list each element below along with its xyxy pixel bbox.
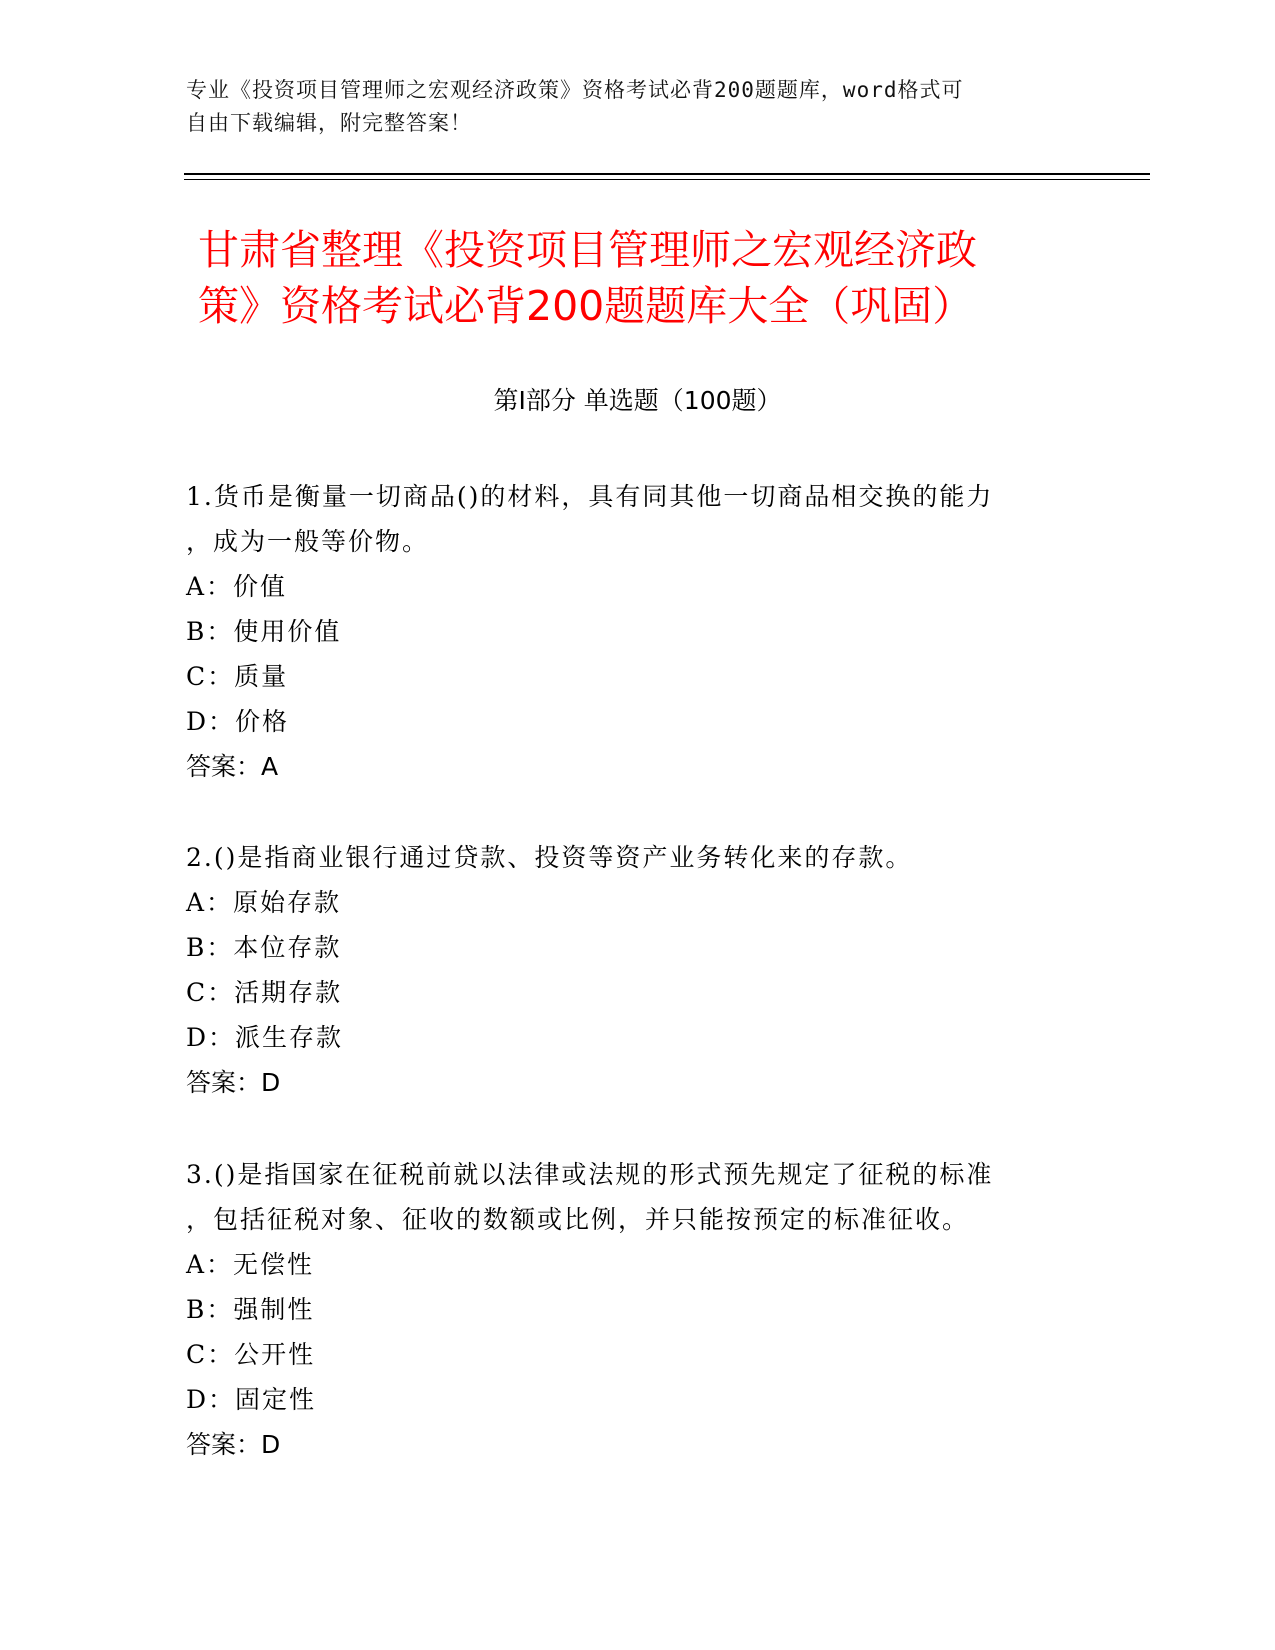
header-divider-thin xyxy=(184,179,1150,180)
document-title-line-2: 策》资格考试必背200题题库大全（巩固） xyxy=(198,282,974,330)
option-c: C：公开性 xyxy=(186,1340,316,1369)
question-2 xyxy=(186,835,1086,1105)
answer: 答案：D xyxy=(186,1430,281,1459)
option-b: B：本位存款 xyxy=(186,933,342,962)
option-c: C：活期存款 xyxy=(186,978,343,1007)
header-note-line-2: 自由下载编辑，附完整答案！ xyxy=(186,111,472,135)
header-note-line-1: 专业《投资项目管理师之宏观经济政策》资格考试必背200题题库，word格式可 xyxy=(186,78,964,102)
question-3 xyxy=(186,1152,1086,1467)
header-note xyxy=(186,74,1066,140)
question-stem-line: ，包括征税对象、征收的数额或比例，并只能按预定的标准征收。 xyxy=(186,1205,970,1234)
document-title-line-1: 甘肃省整理《投资项目管理师之宏观经济政 xyxy=(198,226,977,274)
option-a: A：无偿性 xyxy=(186,1250,315,1279)
option-d: D：固定性 xyxy=(186,1385,317,1414)
option-a: A：原始存款 xyxy=(186,888,342,917)
answer: 答案：A xyxy=(186,752,279,781)
section-title: 第Ⅰ部分 单选题（100题） xyxy=(493,386,782,415)
option-c: C：质量 xyxy=(186,662,289,691)
option-d: D：派生存款 xyxy=(186,1023,344,1052)
answer: 答案：D xyxy=(186,1068,281,1097)
option-b: B：使用价值 xyxy=(186,617,342,646)
question-stem-line: 1.货币是衡量一切商品()的材料，具有同其他一切商品相交换的能力 xyxy=(186,482,994,511)
question-stem-line: ，成为一般等价物。 xyxy=(186,527,430,556)
option-b: B：强制性 xyxy=(186,1295,315,1324)
option-d: D：价格 xyxy=(186,707,290,736)
question-stem-line: 3.()是指国家在征税前就以法律或法规的形式预先规定了征税的标准 xyxy=(186,1160,994,1189)
option-a: A：价值 xyxy=(186,572,288,601)
document-title xyxy=(198,222,1098,334)
question-1 xyxy=(186,474,1086,789)
question-stem-line: 2.()是指商业银行通过贷款、投资等资产业务转化来的存款。 xyxy=(186,843,913,872)
header-divider-thick xyxy=(184,173,1150,175)
